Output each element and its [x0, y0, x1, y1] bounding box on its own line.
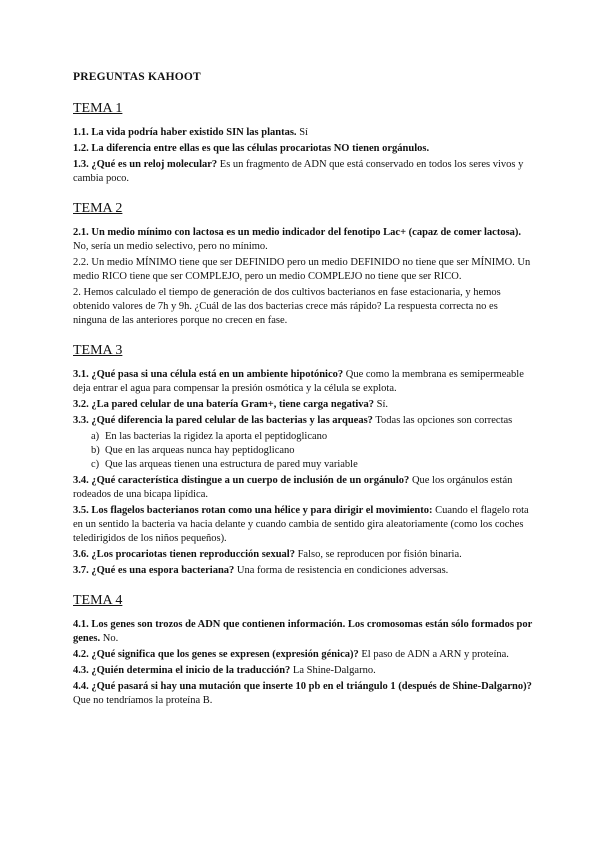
document-title: PREGUNTAS KAHOOT — [73, 71, 201, 83]
list-item-label: c) — [91, 459, 100, 470]
question — [73, 226, 533, 254]
question — [73, 664, 533, 678]
question-text: 3.5. Los flagelos bacterianos rotan como una hélice y para dirigir el movimiento: — [73, 505, 433, 516]
section-tema-1 — [73, 102, 533, 186]
question — [73, 398, 533, 412]
question-text: 4.4. ¿Qué pasará si hay una mutación que inserte 10 pb en el triángulo 1 (después de Shine-Dalgarno)? — [73, 681, 532, 692]
question — [73, 504, 533, 546]
list-item-label: a) — [91, 431, 100, 442]
list-item-text: En las bacterias la rigidez la aporta el peptidoglicano — [105, 431, 328, 442]
question-text: 4.2. ¿Qué significa que los genes se expresen (expresión génica)? — [73, 649, 359, 660]
list-item — [73, 458, 533, 472]
question-text: 1.3. ¿Qué es un reloj molecular? — [73, 159, 218, 170]
question — [73, 126, 533, 140]
question — [73, 548, 533, 562]
answer-text: Cuando el flagelo rota en un sentido la bacteria va hacia delante y cuando cambia de sentido gira aleatoriamente (como los coches teledirigidos de los niños pequeños). — [73, 505, 529, 544]
question-text: 1.1. La vida podría haber existido SIN las plantas. — [73, 127, 297, 138]
question-text: 3.4. ¿Qué característica distingue a un cuerpo de inclusión de un orgánulo? — [73, 475, 410, 486]
answer-text: Sí. — [374, 399, 389, 410]
question-text: 4.3. ¿Quién determina el inicio de la traducción? — [73, 665, 291, 676]
question-text: 3.7. ¿Qué es una espora bacteriana? — [73, 565, 235, 576]
question-text: 3.3. ¿Qué diferencia la pared celular de las bacterias y las arqueas? — [73, 415, 373, 426]
question — [73, 564, 533, 578]
answer-text: Que los orgánulos están rodeados de una bicapa lipídica. — [73, 475, 513, 500]
question — [73, 618, 533, 646]
list-item — [73, 430, 533, 444]
document-page — [73, 70, 533, 724]
answer-text: La Shine-Dalgarno. — [290, 665, 376, 676]
section-heading: TEMA 2 — [73, 201, 123, 216]
section-heading: TEMA 1 — [73, 101, 123, 116]
answer-text: No, sería un medio selectivo, pero no mínimo. — [73, 241, 268, 252]
question — [73, 256, 533, 284]
section-tema-4 — [73, 594, 533, 708]
section-tema-3 — [73, 344, 533, 578]
answer-text: Todas las opciones son correctas — [372, 415, 513, 426]
answer-text: Que no tendríamos la proteína B. — [73, 695, 213, 706]
list-item-label: b) — [91, 445, 100, 456]
answer-text: Sí — [296, 127, 308, 138]
question-text: 3.6. ¿Los procariotas tienen reproducción sexual? — [73, 549, 295, 560]
question-text: 2.1. Un medio mínimo con lactosa es un medio indicador del fenotipo Lac+ (capaz de comer lactosa). — [73, 227, 522, 238]
answer-text: 2. Hemos calculado el tiempo de generación de dos cultivos bacterianos en fase estacionaria, y hemos obtenido valores de 7h y 9h. ¿Cuál de las dos bacterias crece más rápido? La respuesta correcta no es ninguna de las anteriores porque no crecen en fase. — [73, 287, 501, 326]
list-item-text: Que las arqueas tienen una estructura de pared muy variable — [105, 459, 358, 470]
question — [73, 286, 533, 328]
options-list — [73, 430, 533, 472]
question-text: 4.1. Los genes son trozos de ADN que contienen información. Los cromosomas están sólo formados por genes. — [73, 619, 533, 644]
section-tema-2 — [73, 202, 533, 328]
answer-text: El paso de ADN a ARN y proteína. — [358, 649, 509, 660]
answer-text: Es un fragmento de ADN que está conservado en todos los seres vivos y cambia poco. — [73, 159, 524, 184]
list-item-text: Que en las arqueas nunca hay peptidoglicano — [105, 445, 295, 456]
question — [73, 158, 533, 186]
question — [73, 142, 533, 156]
section-heading: TEMA 4 — [73, 593, 123, 608]
question-text: 1.2. La diferencia entre ellas es que las células procariotas NO tienen orgánulos. — [73, 143, 430, 154]
question — [73, 474, 533, 502]
answer-text: Falso, se reproducen por fisión binaria. — [294, 549, 462, 560]
list-item — [73, 444, 533, 458]
answer-text: Una forma de resistencia en condiciones adversas. — [234, 565, 449, 576]
answer-text: No. — [100, 633, 119, 644]
section-heading: TEMA 3 — [73, 343, 123, 358]
question-text: 3.1. ¿Qué pasa si una célula está en un ambiente hipotónico? — [73, 369, 344, 380]
answer-text: 2.2. Un medio MÍNIMO tiene que ser DEFINIDO pero un medio DEFINIDO no tiene que ser MÍNIMO. Un medio RICO tiene que ser COMPLEJO, pero un medio COMPLEJO no tiene que ser RICO. — [73, 257, 531, 282]
question-text: 3.2. ¿La pared celular de una batería Gram+, tiene carga negativa? — [73, 399, 375, 410]
question — [73, 414, 533, 428]
answer-text: Que como la membrana es semipermeable deja entrar el agua para compensar la presión osmótica y la célula se explota. — [73, 369, 524, 394]
question — [73, 368, 533, 396]
question — [73, 648, 533, 662]
question — [73, 680, 533, 708]
